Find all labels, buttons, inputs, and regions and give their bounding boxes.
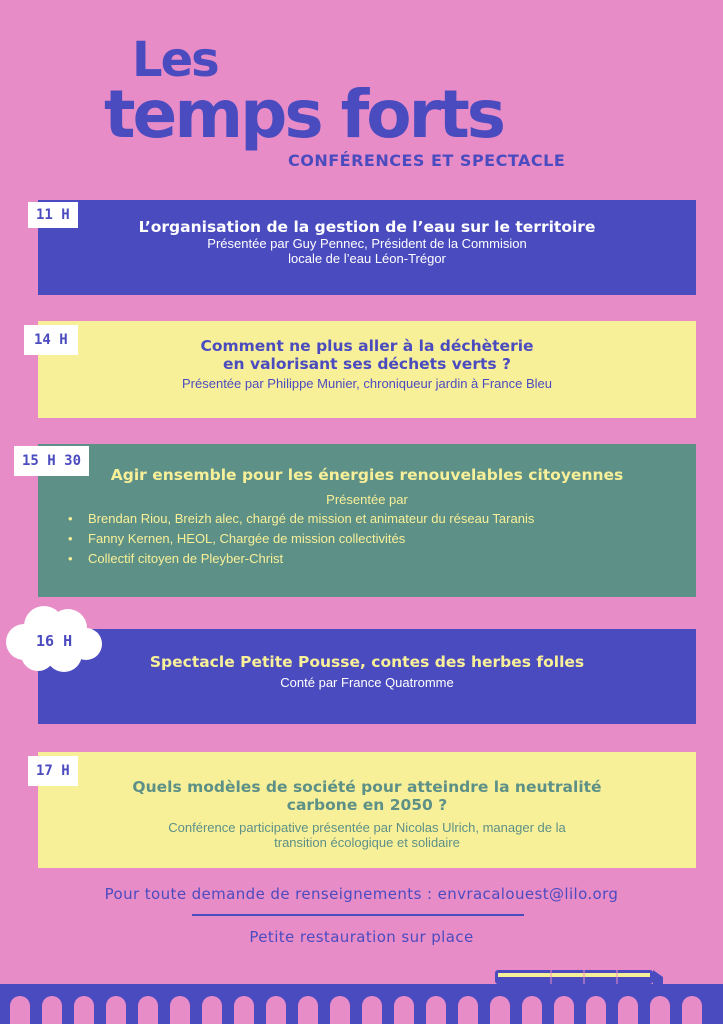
title-line-2: temps forts — [104, 76, 504, 153]
bullet-icon: • — [68, 531, 73, 546]
viaduct-icon — [0, 966, 723, 1024]
event-card-14h — [38, 321, 696, 418]
event-title-line-1: Quels modèles de société pour atteindre la neutralité — [132, 778, 602, 796]
restauration-info: Petite restauration sur place — [249, 928, 474, 946]
list-item: • Brendan Riou, Breizh alec, chargé de mission et animateur du réseau Taranis — [68, 509, 666, 529]
event-presenter-line-1: Conférence participative présentée par Nicolas Ulrich, manager de la — [168, 820, 566, 835]
event-title: Agir ensemble pour les énergies renouvelables citoyennes — [110, 466, 624, 484]
event-title-line-2: carbone en 2050 ? — [286, 796, 448, 814]
event-presenter-line-1: Présentée par Guy Pennec, Président de la Commision — [207, 236, 527, 251]
speaker-list — [68, 509, 666, 569]
time-tag-17h: 17 H — [28, 756, 78, 786]
event-presenter-intro: Présentée par — [326, 492, 408, 507]
event-presenter: Présentée par Philippe Munier, chroniqueur jardin à France Bleu — [182, 376, 552, 391]
footer-divider — [192, 914, 524, 916]
list-item: • Collectif citoyen de Pleyber-Christ — [68, 549, 666, 569]
event-presenter-line-2: transition écologique et solidaire — [274, 835, 460, 850]
title-line-1: Les — [132, 32, 218, 88]
time-tag-16h: 16 H — [36, 632, 73, 650]
event-card-16h — [38, 629, 696, 724]
event-title-line-1: Comment ne plus aller à la déchèterie — [200, 337, 534, 355]
bullet-icon: • — [68, 551, 73, 566]
time-tag-15h30: 15 H 30 — [14, 446, 89, 476]
list-item: • Fanny Kernen, HEOL, Chargée de mission collectivités — [68, 529, 666, 549]
time-tag-14h: 14 H — [24, 325, 78, 355]
train-icon — [495, 970, 663, 984]
event-presenter-line-2: locale de l’eau Léon-Trégor — [288, 251, 446, 266]
event-card-11h — [38, 200, 696, 295]
event-title-line-2: en valorisant ses déchets verts ? — [223, 355, 511, 373]
bullet-icon: • — [68, 511, 73, 526]
event-title: L’organisation de la gestion de l’eau sur le territoire — [138, 218, 596, 236]
event-title: Spectacle Petite Pousse, contes des herbes folles — [149, 653, 585, 671]
time-tag-11h: 11 H — [28, 202, 78, 228]
event-presenter: Conté par France Quatromme — [280, 675, 454, 690]
subtitle: CONFÉRENCES ET SPECTACLE — [288, 151, 566, 170]
event-card-17h — [38, 752, 696, 868]
event-card-15h30 — [38, 444, 696, 597]
contact-info: Pour toute demande de renseignements : envracalouest@lilo.org — [104, 885, 619, 903]
